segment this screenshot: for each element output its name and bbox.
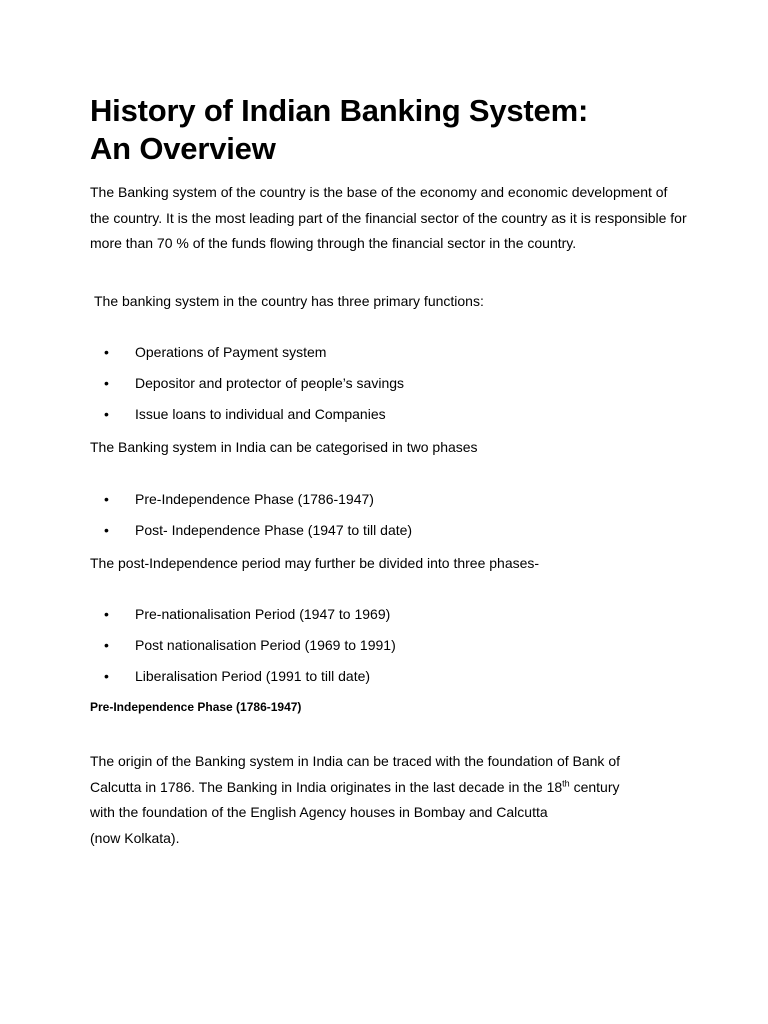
origin-paragraph: The origin of the Banking system in India can be traced with the foundation of Bank of Calcutta in 1786. The Banking in India originates in the last decade in the 18th century with the foundation of the English Agency houses in Bombay and Calcutta (now Kolkata).	[90, 753, 620, 846]
title-line-2: An Overview	[90, 131, 276, 166]
functions-intro: The banking system in the country has three primary functions:	[94, 292, 484, 309]
section-heading: Pre-Independence Phase (1786-1947)	[90, 700, 302, 714]
phases-list	[90, 489, 690, 540]
bullet-icon: •	[104, 375, 109, 391]
bullet-icon: •	[104, 344, 109, 360]
list-item: • Depositor and protector of people’s savings	[104, 375, 405, 391]
list-item: • Operations of Payment system	[104, 344, 327, 360]
list-item: • Post- Independence Phase (1947 to till date)	[104, 521, 413, 538]
phases-intro: The Banking system in India can be categorised in two phases	[90, 439, 478, 455]
bullet-icon: •	[104, 637, 109, 653]
intro-paragraph: The Banking system of the country is the base of the economy and economic development of the country. It is the most leading part of the financial sector of the country as it is responsible for more than 70 % of the funds flowing through the financial sector in the country.	[90, 184, 687, 251]
bullet-icon: •	[104, 521, 109, 538]
document-page	[90, 92, 690, 851]
list-item: • Liberalisation Period (1991 to till date)	[104, 668, 371, 684]
list-item: • Post nationalisation Period (1969 to 1991)	[104, 637, 396, 653]
bullet-icon: •	[104, 406, 109, 422]
post-phases-list	[90, 604, 690, 686]
post-independence-intro: The post-Independence period may further be divided into three phases-	[90, 554, 540, 571]
list-item: • Pre-Independence Phase (1786-1947)	[104, 490, 374, 507]
functions-list	[90, 342, 690, 424]
title-line-1: History of Indian Banking System:	[90, 93, 589, 128]
list-item: • Issue loans to individual and Companies	[104, 406, 386, 422]
bullet-icon: •	[104, 606, 109, 622]
page-title	[90, 92, 690, 168]
bullet-icon: •	[104, 668, 109, 684]
list-item: • Pre-nationalisation Period (1947 to 1969)	[104, 606, 391, 622]
bullet-icon: •	[104, 490, 109, 507]
